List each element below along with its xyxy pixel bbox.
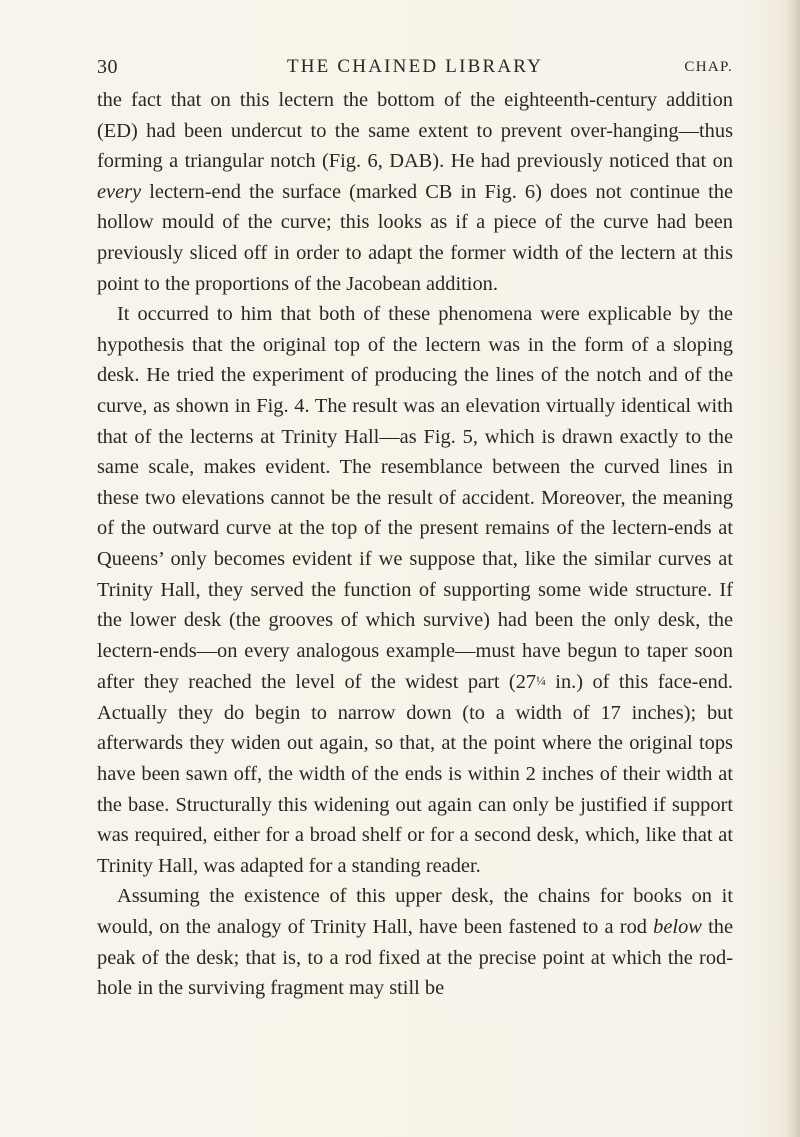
body-text xyxy=(97,85,733,1004)
paragraph-2-fraction: ¼ xyxy=(536,673,546,689)
chapter-label: CHAP. xyxy=(684,59,733,75)
paragraph-3-emphasis-below: below xyxy=(653,916,702,939)
page-header xyxy=(97,56,733,84)
paragraph-3-text-1: Assuming the existence of this upper desk, the chains for books on it would, on the analogy of Trinity Hall, have been fastened to a rod xyxy=(97,885,733,939)
paragraph-1 xyxy=(97,85,733,299)
page-number: 30 xyxy=(97,56,118,78)
paragraph-3 xyxy=(97,881,733,1003)
page-edge-shadow xyxy=(786,0,800,1137)
running-title: THE CHAINED LIBRARY xyxy=(286,56,544,77)
paragraph-2 xyxy=(97,299,733,881)
paragraph-2-text-1: It occurred to him that both of these phenomena were explicable by the hypothesis that the original top of the lectern was in the form of a sloping desk. He tried the experiment of producing the lines of the notch and of the curve, as shown in Fig. 4. The result was an elevation virtually identical with that of the lecterns at Trinity Hall—as Fig. 5, which is drawn exactly to the same scale, makes evident. The resemblance between the curved lines in these two elevations cannot be the result of accident. Moreover, the meaning of the outward curve at the top of the present remains of the lectern-ends at Queens’ only becomes evident if we suppose that, like the similar curves at Trinity Hall, they served the function of supporting some wide structure. If the lower desk (the grooves of which survive) had been the only desk, the lectern-ends—on every analogous example—must have begun to taper soon after they reached the level of the widest part (27 xyxy=(97,303,733,694)
paragraph-1-emphasis-every: every xyxy=(97,180,142,203)
paragraph-1-text-1: the fact that on this lectern the bottom of the eighteenth-century addition (ED) had been undercut to the same extent to prevent over-hanging—thus forming a triangular notch (Fig. 6, DAB). He had previously noticed that on xyxy=(97,89,733,173)
paragraph-3-text-2: the peak of the desk; that is, to a rod fixed at the precise point at which the rod-hole in the surviving fragment may still be xyxy=(97,916,733,1000)
paragraph-1-text-2: lectern-end the surface (marked CB in Fig. 6) does not continue the hollow mould of the curve; this looks as if a piece of the curve had been previously sliced off in order to adapt the former width of the lectern at this point to the proportions of the Jacobean addition. xyxy=(97,180,733,295)
paragraph-2-text-2: in.) of this face-end. Actually they do begin to narrow down (to a width of 17 inches); but afterwards they widen out again, so that, at the point where the original tops have been sawn off, the width of the ends is within 2 inches of their width at the base. Structurally this widening out again can only be justified if support was required, either for a broad shelf or for a second desk, which, like that at Trinity Hall, was adapted for a standing reader. xyxy=(97,671,733,877)
